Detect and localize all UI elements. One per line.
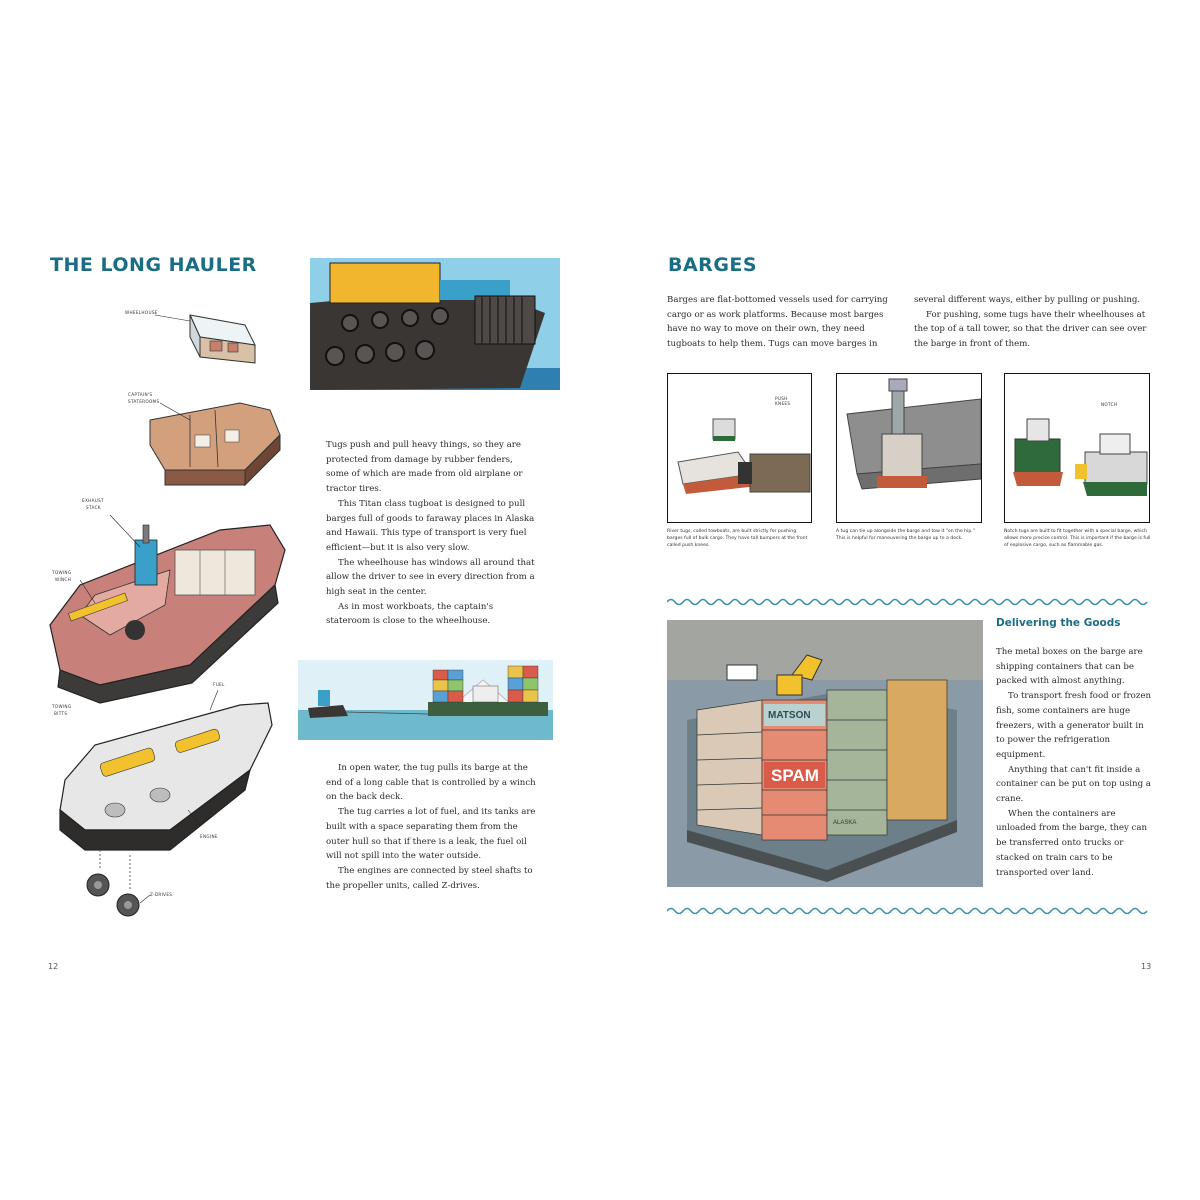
staterooms-piece — [150, 403, 280, 485]
container-label-spam: SPAM — [771, 766, 819, 785]
wave-divider-bottom — [667, 906, 1152, 916]
panel-caption-1: River tugs, called towboats, are built strictly for pushing barges full of bulk cargo. They have tall bumpers at the front called push knees. — [667, 529, 808, 548]
wheelhouse-piece — [190, 315, 255, 363]
panel-tag-notch: NOTCH — [1101, 402, 1118, 407]
tug-text-block-2 — [326, 761, 538, 893]
paragraph: The metal boxes on the barge are shipping containers that can be packed with almost anything. — [996, 647, 1143, 687]
label-captains: CAPTAIN'S — [128, 392, 153, 397]
page-number-right: 13 — [1141, 962, 1152, 971]
tug-bow-illustration — [310, 258, 560, 390]
page-number-left: 12 — [48, 962, 59, 971]
label-z-drives: Z-DRIVES — [150, 892, 173, 897]
barges-intro-col-2 — [914, 293, 1150, 352]
panel-caption-3: Notch tugs are built to fit together with a special barge, which allows more precise control. This is important if the barge is full of explosive cargo, such as flammable gas. — [1004, 529, 1151, 548]
label-stack: STACK — [86, 505, 101, 510]
paragraph: The engines are connected by steel shafts to the propeller units, called Z-drives. — [326, 865, 533, 891]
paragraph: To transport fresh food or frozen fish, some containers are huge freezers, with a generator built in to power the refrigeration equipment. — [996, 691, 1152, 760]
panel-push-knees — [667, 373, 812, 523]
delivering-text — [996, 645, 1154, 880]
paragraph: The wheelhouse has windows all around that allow the driver to see in every direction from a high seat in the center. — [326, 557, 535, 598]
paragraph: The tug carries a lot of fuel, and its tanks are built with a space separating them from the outer hull so that if there is a leak, the fuel oil will not spill into the water outside. — [326, 807, 536, 862]
paragraph: Tugs push and pull heavy things, so they are protected from damage by rubber fenders, some of which are made from old airplane or tractor tires. — [326, 440, 523, 495]
paragraph: When the containers are unloaded from the barge, they can be transferred onto trucks or stacked on train cars to be transported over land. — [996, 808, 1147, 878]
main-deck-piece — [50, 525, 285, 703]
panel-notch — [1004, 373, 1150, 523]
tug-towing-barge-illustration — [298, 660, 553, 740]
paragraph: As in most workboats, the captain's stateroom is close to the wheelhouse. — [326, 601, 494, 627]
page-title-barges: BARGES — [668, 254, 758, 276]
lower-hull-piece — [60, 703, 272, 850]
page-title-long-hauler: THE LONG HAULER — [50, 254, 257, 276]
label-bitts: BITTS — [54, 711, 68, 716]
tug-cutaway-svg — [40, 285, 290, 925]
label-fuel: FUEL — [213, 682, 225, 687]
wave-divider-top — [667, 597, 1152, 607]
tug-text-block-1 — [326, 438, 538, 629]
paragraph: Anything that can't fit inside a container can be put on top using a crane. — [996, 764, 1151, 805]
container-label-matson: MATSON — [768, 710, 811, 721]
label-exhaust: EXHAUST — [82, 498, 104, 503]
paragraph: Barges are flat-bottomed vessels used for carrying cargo or as work platforms. Because most barges have no way to move on their own, they need tugboats to help them. Tugs can move barges in — [667, 295, 888, 350]
label-staterooms: STATEROOMS — [128, 399, 160, 404]
label-towing-bitts: TOWING — [52, 704, 72, 709]
panel-on-the-hip — [836, 373, 982, 523]
panel-caption-2: A tug can tie up alongside the barge and tow it "on the hip." This is helpful for maneuvering the barge up to a dock. — [836, 529, 975, 541]
barges-intro-col-1 — [667, 293, 899, 352]
paragraph: This Titan class tugboat is designed to pull barges full of goods to faraway places in Alaska and Hawaii. This type of transport is very fuel efficient—but it is also very slow. — [326, 498, 535, 553]
container-label-alaska: ALASKA — [833, 820, 857, 826]
section-title-delivering: Delivering the Goods — [996, 617, 1121, 629]
container-barge-illustration — [667, 620, 983, 887]
panel-tag-push-knees: PUSH KNEES — [775, 396, 791, 406]
tug-cutaway-diagram — [40, 285, 290, 925]
paragraph: For pushing, some tugs have their wheelhouses at the top of a tall tower, so that the driver can see over the barge in front of them. — [914, 309, 1147, 350]
label-engine: ENGINE — [200, 834, 218, 839]
label-towing-winch: TOWING — [52, 570, 72, 575]
paragraph: In open water, the tug pulls its barge at the end of a long cable that is controlled by a winch on the back deck. — [326, 763, 536, 803]
paragraph: several different ways, either by pulling or pushing. — [914, 295, 1141, 305]
label-wheelhouse: WHEELHOUSE — [125, 310, 158, 315]
z-drives-piece — [87, 850, 139, 916]
label-winch: WINCH — [55, 577, 72, 582]
